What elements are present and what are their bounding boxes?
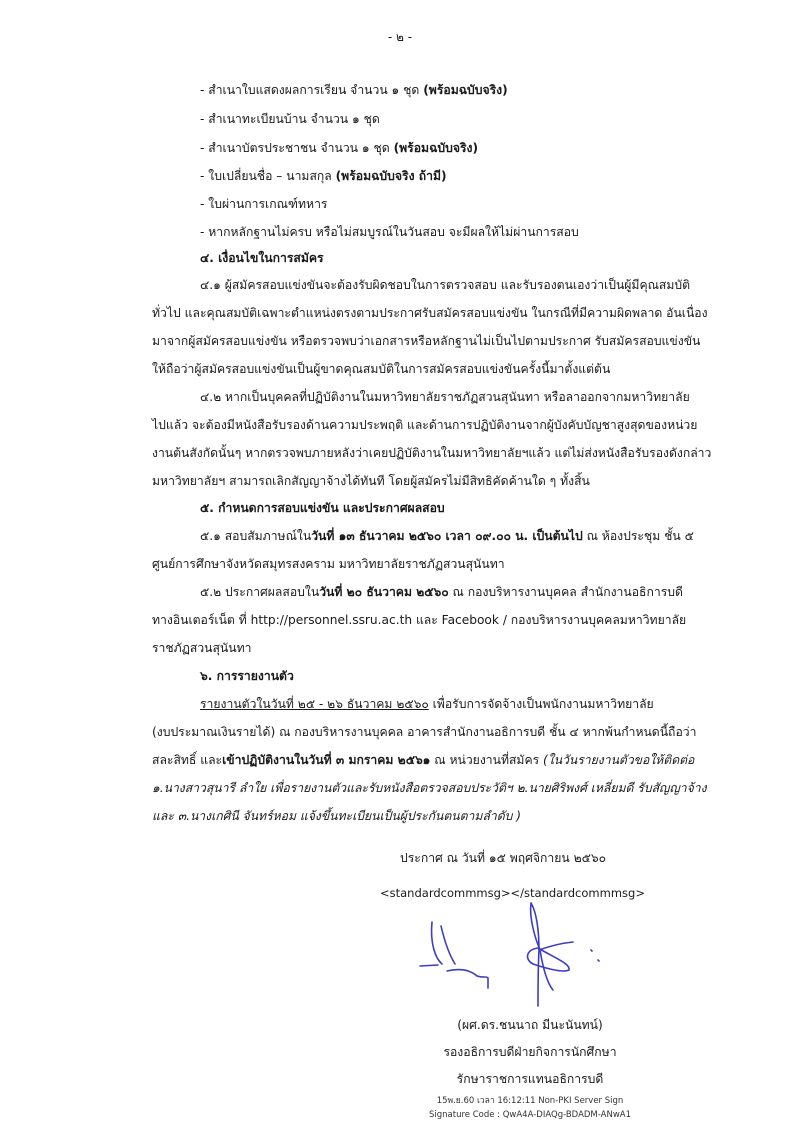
- page-number: - ๒ -: [387, 30, 413, 44]
- signer-title-acting: รักษาราชการแทนอธิการบดี: [456, 1072, 604, 1086]
- signer-title: รองอธิการบดีฝ่ายกิจการนักศึกษา: [443, 1045, 617, 1059]
- paragraph-line: ๔.๒ หากเป็นบุคคลที่ปฏิบัติงานในมหาวิทยาลัยราชภัฏสวนสุนันทา หรือลาออกจากมหาวิทยาลัย: [200, 390, 690, 404]
- announce-date: ประกาศ ณ วันที่ ๑๕ พฤศจิกายน ๒๕๖๐: [400, 851, 607, 865]
- document-item: - ใบผ่านการเกณฑ์ทหาร: [200, 197, 328, 211]
- paragraph-line: ๕.๒ ประกาศผลสอบในวันที่ ๒๐ ธันวาคม ๒๕๖๐ ณ กองบริหารงานบุคคล สำนักงานอธิการบดี: [200, 585, 683, 599]
- paragraph-line: (งบประมาณเงินรายได้) ณ กองบริหารงานบุคคล อาคารสำนักงานอธิการบดี ชั้น ๔ หากพ้นกำหนดนี้ถือว่า: [152, 725, 697, 739]
- standard-msg-tag: <standardcommmsg></standardcommmsg>: [380, 886, 645, 900]
- document-item: - ใบเปลี่ยนชื่อ – นามสกุล (พร้อมฉบับจริง ถ้ามี): [200, 169, 447, 183]
- signer-name: (ผศ.ดร.ชนนาถ มีนะนันทน์): [457, 1018, 603, 1032]
- signature-code: Signature Code : QwA4A-DIAQg-BDADM-ANwA1: [428, 1110, 631, 1120]
- paragraph-line: ๑.นางสาวสุนารี ลำใย เพื่อรายงานตัวและรับหนังสือตรวจสอบประวัติฯ ๒.นายศิริพงศ์ เหลี่ยมดี รับสัญญาจ้าง: [152, 781, 707, 795]
- paragraph-line: ให้ถือว่าผู้สมัครสอบแข่งขันเป็นผู้ขาดคุณสมบัติในการสมัครสอบแข่งขันครั้งนี้มาตั้งแต่ต้น: [152, 362, 611, 376]
- sign-timestamp: 15พ.ย.60 เวลา 16:12:11 Non-PKI Server Sign: [436, 1096, 624, 1106]
- paragraph-line: มาจากผู้สมัครสอบแข่งขัน หรือตรวจพบว่าเอกสารหรือหลักฐานไม่เป็นไปตามประกาศ รับสมัครสอบแข่งขัน: [152, 334, 701, 348]
- document-item: - สำเนาบัตรประชาชน จำนวน ๑ ชุด (พร้อมฉบับจริง): [200, 141, 479, 155]
- paragraph-line: รายงานตัวในวันที่ ๒๕ - ๒๖ ธันวาคม ๒๕๖๐ เพื่อรับการจัดจ้างเป็นพนักงานมหาวิทยาลัย: [200, 697, 654, 711]
- document-item: - สำเนาทะเบียนบ้าน จำนวน ๑ ชุด: [200, 112, 380, 126]
- section-heading: ๔. เงื่อนไขในการสมัคร: [200, 251, 324, 265]
- section-heading: ๕. กำหนดการสอบแข่งขัน และประกาศผลสอบ: [200, 501, 445, 515]
- document-item: - หากหลักฐานไม่ครบ หรือไม่สมบูรณ์ในวันสอบ จะมีผลให้ไม่ผ่านการสอบ: [200, 225, 579, 239]
- paragraph-line: ทั่วไป และคุณสมบัติเฉพาะตำแหน่งตรงตามประกาศรับสมัครสอบแข่งขัน ในกรณีที่มีความผิดพลาด อันเนื่อง: [152, 306, 708, 320]
- signature-image: [405, 888, 605, 1008]
- paragraph-line: ทางอินเตอร์เน็ต ที่ http://personnel.ssru.ac.th และ Facebook / กองบริหารงานบุคคลมหาวิทยาลัย: [152, 613, 687, 627]
- paragraph-line: มหาวิทยาลัยฯ สามารถเลิกสัญญาจ้างได้ทันที โดยผู้สมัครไม่มีสิทธิคัดค้านใด ๆ ทั้งสิ้น: [152, 474, 590, 488]
- section-heading: ๖. การรายงานตัว: [200, 669, 294, 683]
- paragraph-line: งานต้นสังกัดนั้นๆ หากตรวจพบภายหลังว่าเคยปฏิบัติงานในมหาวิทยาลัยฯแล้ว แต่ไม่ส่งหนังสือรับรองดังกล่าว: [152, 446, 712, 460]
- paragraph-line: ๔.๑ ผู้สมัครสอบแข่งขันจะต้องรับผิดชอบในการตรวจสอบ และรับรองตนเองว่าเป็นผู้มีคุณสมบัติ: [200, 278, 691, 292]
- paragraph-line: ศูนย์การศึกษาจังหวัดสมุทรสงคราม มหาวิทยาลัยราชภัฏสวนสุนันทา: [152, 557, 505, 571]
- paragraph-line: ๕.๑ สอบสัมภาษณ์ในวันที่ ๑๓ ธันวาคม ๒๕๖๐ เวลา ๐๙.๐๐ น. เป็นต้นไป ณ ห้องประชุม ชั้น ๕: [200, 529, 694, 543]
- paragraph-line: และ ๓.นางเกศินี จันทร์หอม แจ้งขึ้นทะเบียนเป็นผู้ประกันตนตามลำดับ ): [152, 809, 521, 823]
- document-item: - สำเนาใบแสดงผลการเรียน จำนวน ๑ ชุด (พร้อมฉบับจริง): [200, 83, 508, 97]
- paragraph-line: สละสิทธิ์ และเข้าปฏิบัติงานในวันที่ ๓ มกราคม ๒๕๖๑ ณ หน่วยงานที่สมัคร (ในวันรายงานตัวขอให้ติดต่อ: [152, 753, 695, 767]
- paragraph-line: ไปแล้ว จะต้องมีหนังสือรับรองด้านความประพฤติ และด้านการปฏิบัติงานจากผู้บังคับบัญชาสูงสุดของหน่วย: [152, 418, 698, 432]
- paragraph-line: ราชภัฏสวนสุนันทา: [152, 641, 252, 655]
